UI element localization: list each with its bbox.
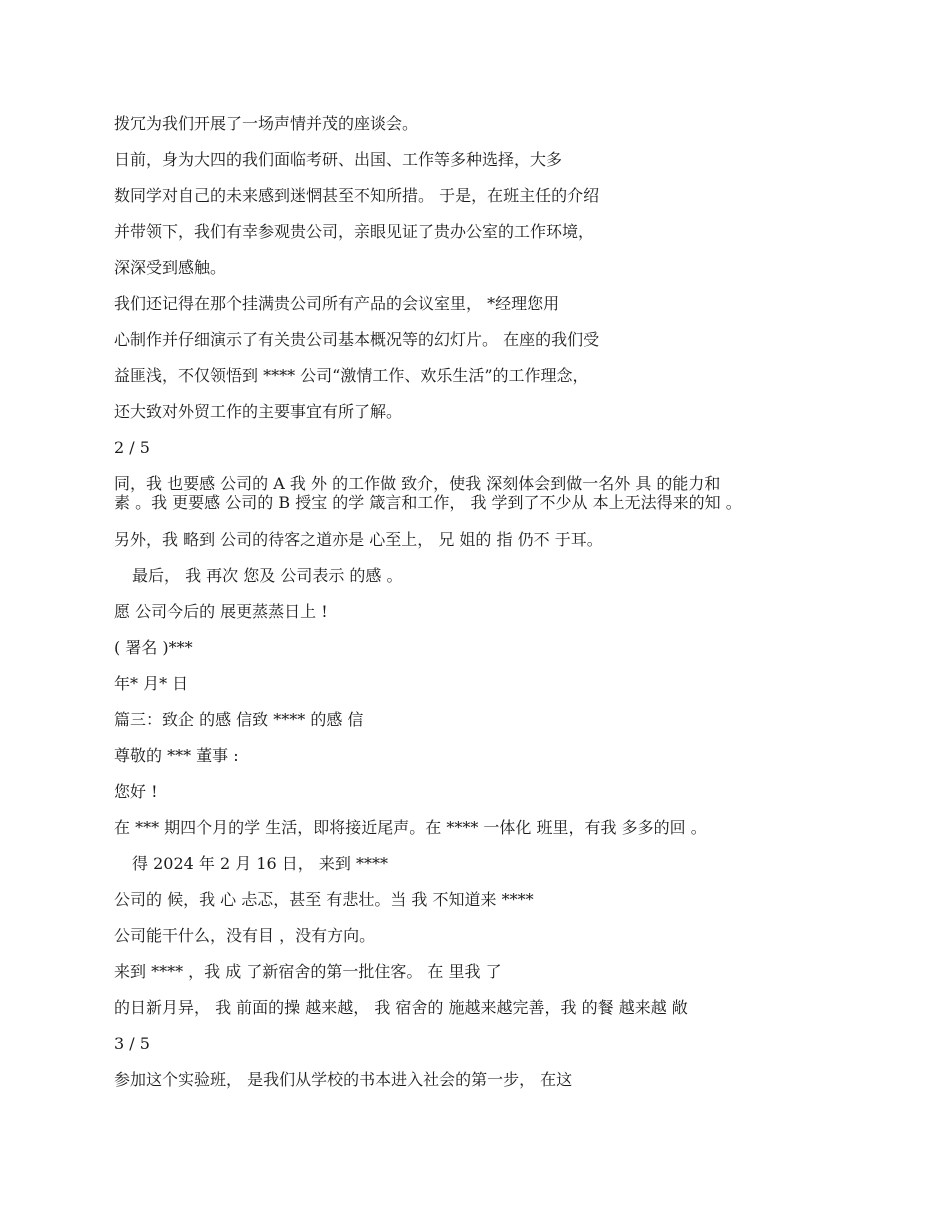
signature-line: ( 署名 )*** [114,638,193,657]
text-line: 深深受到感触。 [114,258,227,277]
text-line: 愿 公司今后的 展更蒸蒸日上 ! [114,602,328,621]
text-line: 还大致对外贸工作的主要事宜有所了解。 [114,402,403,421]
text-line: 公司的 候，我 心 忐忑，甚至 有悲壮。当 我 不知道来 **** [114,890,534,909]
page-number: 2 / 5 [114,438,150,457]
text-line: 日前，身为大四的我们面临考研、出国、工作等多种选择，大多 [114,150,563,169]
text-line: 得 2024 年 2 月 16 日， 来到 **** [132,854,388,873]
text-line: 公司能干什么，没有目 ，没有方向。 [114,926,376,945]
text-line: 最后， 我 再次 您及 公司表示 的感 。 [132,566,403,585]
text-line: 同，我 也要感 公司的 A 我 外 的工作做 致介，使我 深刻体会到做一名外 具 的能力和 [114,474,721,493]
text-line: 的日新月异， 我 前面的操 越来越， 我 宿舍的 施越来越完善，我 的餐 越来越 敞 [114,998,688,1017]
text-line: 素 。我 更要感 公司的 B 授宝 的学 箴言和工作， 我 学到了不少从 本上无法得来的知 。 [114,493,742,512]
text-line: 另外，我 略到 公司的待客之道亦是 心至上， 兄 姐的 指 仍不 于耳。 [114,530,603,549]
salutation: 尊敬的 *** 董事 : [114,746,239,765]
greeting: 您好 ! [114,782,158,801]
text-line: 我们还记得在那个挂满贵公司所有产品的会议室里， *经理您用 [114,294,560,313]
text-line: 参加这个实验班， 是我们从学校的书本进入社会的第一步， 在这 [114,1070,573,1089]
section-heading: 篇三：致企 的感 信致 **** 的感 信 [114,710,364,729]
text-line: 在 *** 期四个月的学 生活，即将接近尾声。在 **** 一体化 班里，有我 多多的回 。 [114,818,707,837]
page-number: 3 / 5 [114,1034,150,1053]
text-line: 拨冗为我们开展了一场声情并茂的座谈会。 [114,114,419,133]
text-line: 益匪浅，不仅领悟到 **** 公司“激情工作、欢乐生活”的工作理念， [114,366,589,385]
date-line: 年* 月* 日 [114,674,189,693]
text-line: 并带领下，我们有幸参观贵公司，亲眼见证了贵办公室的工作环境， [114,222,595,241]
text-line: 数同学对自己的未来感到迷惘甚至不知所措。 于是，在班主任的介绍 [114,186,600,205]
text-line: 心制作并仔细演示了有关贵公司基本概况等的幻灯片。 在座的我们受 [114,330,600,349]
text-line: 来到 **** ，我 成 了新宿舍的第一批住客。 在 里我 了 [114,962,502,981]
